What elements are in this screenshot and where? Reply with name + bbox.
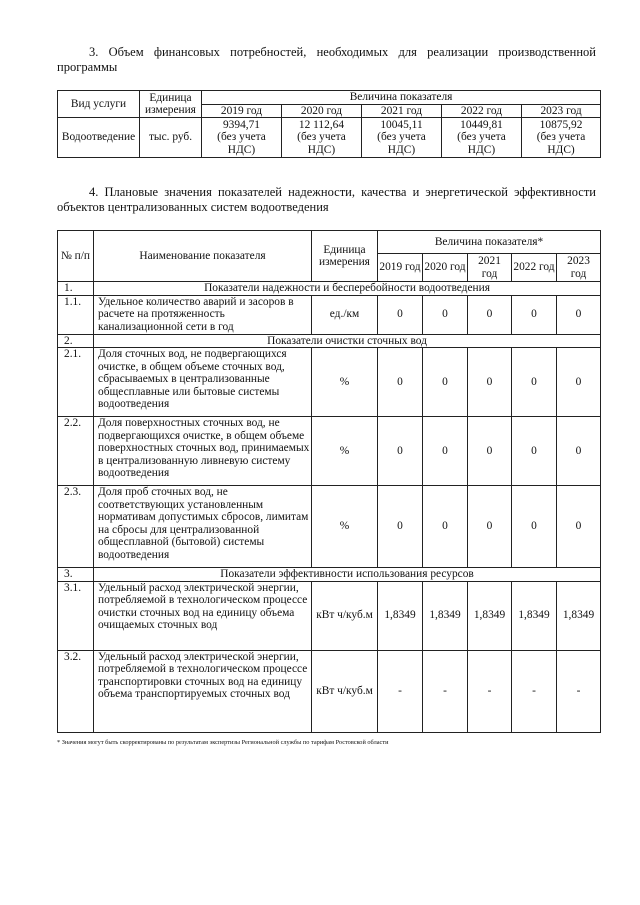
row-name: Доля сточных вод, не подвергающихся очистке, в общем объеме сточных вод, сбрасываемых в централизованные общесплавные или бытовые системы водоотведения [94, 348, 312, 417]
value-amount: 10449,81 [460, 118, 503, 131]
row-value: 1,8349 [468, 581, 512, 650]
row-value: 1,8349 [378, 581, 423, 650]
header-name: Наименование показателя [94, 231, 312, 282]
row-value: 0 [468, 295, 512, 334]
footnote: * Значения могут быть скорректированы по результатам экспертизы Региональной службы по тарифам Ростовской области [57, 739, 389, 746]
financial-needs-table [57, 90, 601, 158]
value-cell [362, 118, 442, 158]
header-value: Величина показателя* [378, 231, 601, 254]
row-value: 0 [378, 295, 423, 334]
group-num: 2. [58, 334, 94, 348]
group-row [58, 334, 601, 348]
row-value: - [557, 650, 601, 732]
table-row [58, 486, 601, 568]
row-value: 0 [557, 295, 601, 334]
service-cell: Водоотведение [58, 118, 140, 158]
row-value: 0 [378, 348, 423, 417]
row-num: 2.3. [58, 486, 94, 568]
row-value: 1,8349 [512, 581, 557, 650]
row-name: Доля проб сточных вод, не соответствующих установленным нормативам допустимых сбросов, лимитам на сбросы для централизованной общесплавной (бытовой) системы водоотведения [94, 486, 312, 568]
value-note: (без учета НДС) [457, 131, 506, 156]
table-row [58, 417, 601, 486]
value-amount: 10045,11 [380, 118, 423, 131]
header-service: Вид услуги [58, 91, 140, 118]
value-note: (без учета НДС) [536, 131, 586, 156]
value-cell [282, 118, 362, 158]
header-unit: Единица измерения [312, 231, 378, 282]
header-year: 2022 год [442, 104, 522, 118]
row-num: 1.1. [58, 295, 94, 334]
value-note: (без учета НДС) [377, 131, 426, 156]
group-title: Показатели очистки сточных вод [94, 334, 601, 348]
row-value: 0 [557, 486, 601, 568]
row-value: 0 [557, 417, 601, 486]
header-year: 2023 год [522, 104, 601, 118]
unit-cell: тыс. руб. [140, 118, 202, 158]
group-num: 3. [58, 568, 94, 582]
row-name: Доля поверхностных сточных вод, не подвергающихся очистке, в общем объеме поверхностных сточных вод, принимаемых в централизованную ливневую систему водоотведения [94, 417, 312, 486]
section-3-heading: 3. Объем финансовых потребностей, необходимых для реализации производственной программы [57, 45, 596, 74]
value-note: (без учета НДС) [217, 131, 266, 156]
header-year: 2022 год [512, 254, 557, 282]
indicators-table [57, 230, 601, 733]
row-value: 0 [378, 417, 423, 486]
row-value: 0 [423, 417, 468, 486]
value-cell [442, 118, 522, 158]
row-value: 0 [468, 417, 512, 486]
header-value: Величина показателя [202, 91, 601, 105]
table-row [58, 348, 601, 417]
row-value: - [423, 650, 468, 732]
header-year: 2020 год [423, 254, 468, 282]
row-value: 0 [512, 486, 557, 568]
row-name: Удельное количество аварий и засоров в расчете на протяженность канализационной сети в год [94, 295, 312, 334]
value-cell [202, 118, 282, 158]
row-value: 0 [512, 295, 557, 334]
header-year: 2020 год [282, 104, 362, 118]
table-row [58, 295, 601, 334]
row-value: 0 [423, 295, 468, 334]
header-year: 2021 год [468, 254, 512, 282]
row-value: 0 [557, 348, 601, 417]
header-unit: Единица измерения [140, 91, 202, 118]
group-title: Показатели надежности и бесперебойности водоотведения [94, 282, 601, 296]
row-value: - [512, 650, 557, 732]
value-cell [522, 118, 601, 158]
value-note: (без учета НДС) [297, 131, 346, 156]
row-unit: ед./км [312, 295, 378, 334]
row-unit: кВт ч/куб.м [312, 650, 378, 732]
header-year: 2023 год [557, 254, 601, 282]
row-name: Удельный расход электрической энергии, потребляемой в технологическом процессе очистки сточных вод на единицу объема очищаемых сточных вод [94, 581, 312, 650]
row-num: 3.1. [58, 581, 94, 650]
group-row [58, 568, 601, 582]
section-4-heading: 4. Плановые значения показателей надежности, качества и энергетической эффективности объектов централизованных систем водоотведения [57, 185, 596, 214]
value-amount: 10875,92 [539, 118, 583, 131]
group-row [58, 282, 601, 296]
header-year: 2021 год [362, 104, 442, 118]
row-num: 2.1. [58, 348, 94, 417]
row-value: 0 [423, 348, 468, 417]
table-row [58, 650, 601, 732]
row-value: 0 [468, 486, 512, 568]
value-amount: 12 112,64 [298, 118, 345, 131]
row-unit: % [312, 348, 378, 417]
row-value: 0 [378, 486, 423, 568]
header-year: 2019 год [202, 104, 282, 118]
row-unit: кВт ч/куб.м [312, 581, 378, 650]
row-value: 0 [423, 486, 468, 568]
group-num: 1. [58, 282, 94, 296]
row-unit: % [312, 417, 378, 486]
group-title: Показатели эффективности использования ресурсов [94, 568, 601, 582]
value-amount: 9394,71 [222, 118, 261, 131]
row-value: 0 [512, 417, 557, 486]
row-value: - [468, 650, 512, 732]
row-value: - [378, 650, 423, 732]
row-value: 1,8349 [557, 581, 601, 650]
row-value: 0 [512, 348, 557, 417]
header-year: 2019 год [378, 254, 423, 282]
row-unit: % [312, 486, 378, 568]
row-name: Удельный расход электрической энергии, потребляемой в технологическом процессе транспортировки сточных вод на единицу объема транспортируемых сточных вод [94, 650, 312, 732]
header-num: № п/п [58, 231, 94, 282]
table-row [58, 118, 601, 158]
row-value: 1,8349 [423, 581, 468, 650]
row-num: 2.2. [58, 417, 94, 486]
row-value: 0 [468, 348, 512, 417]
table-row [58, 581, 601, 650]
row-num: 3.2. [58, 650, 94, 732]
